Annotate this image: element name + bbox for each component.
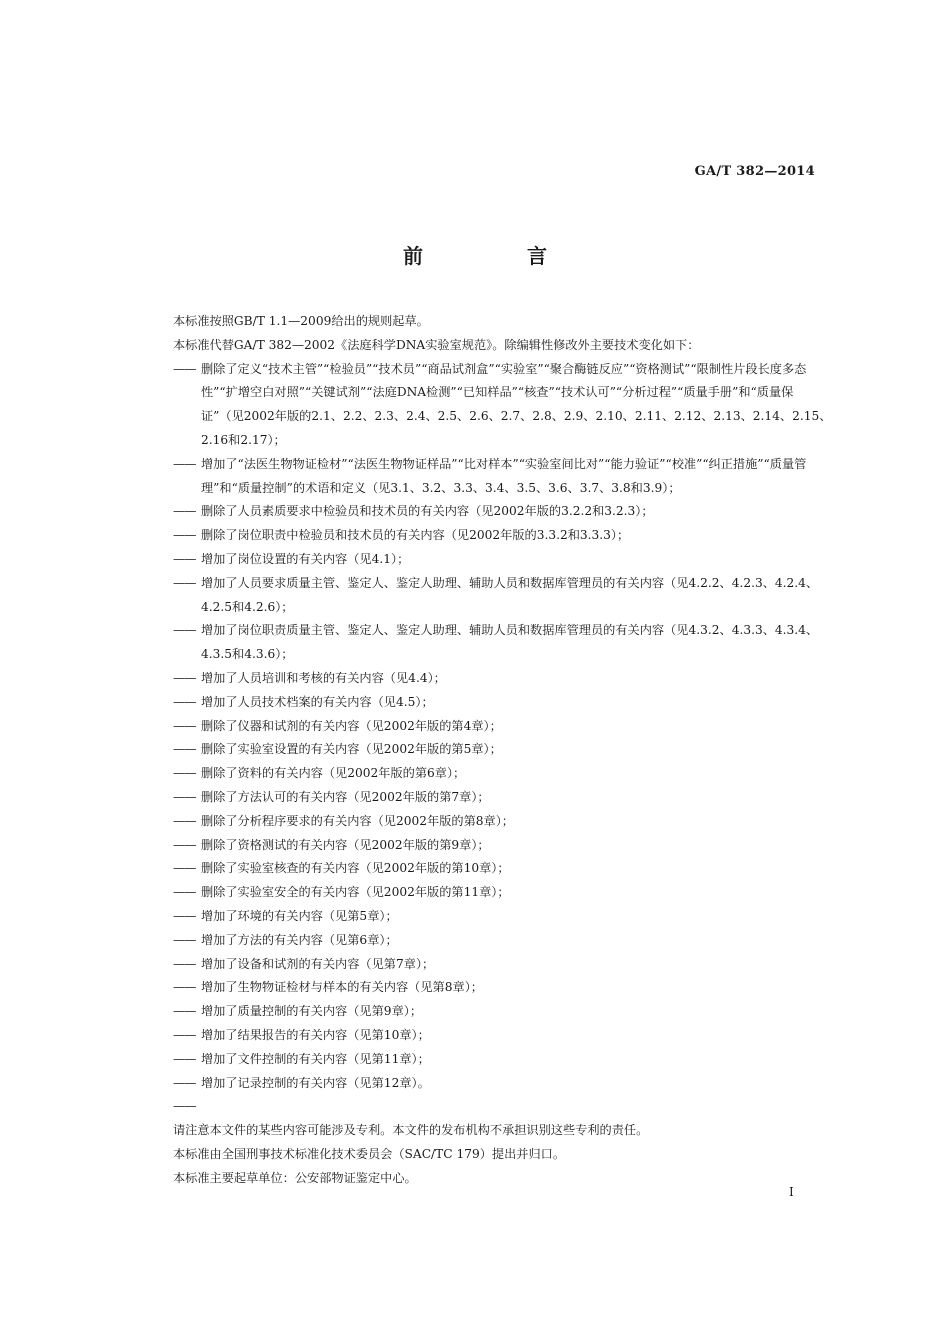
list-item xyxy=(173,691,833,715)
list-item-text: 增加了质量控制的有关内容（见第9章）； xyxy=(201,1004,423,1019)
list-item-text: 增加了人员要求质量主管、鉴定人、鉴定人助理、辅助人员和数据库管理员的有关内容（见4.2.2、4.2.3、4.2.4、4.2.5和4.2.6）； xyxy=(201,575,819,614)
dash-marker: —— xyxy=(173,980,196,995)
dash-marker: —— xyxy=(173,956,196,971)
page-title: 前 言 xyxy=(403,244,589,268)
list-item xyxy=(173,881,833,905)
dash-marker: —— xyxy=(173,1099,196,1114)
proposer-statement: 本标准由全国刑事技术标准化技术委员会（SAC/TC 179）提出并归口。 xyxy=(173,1146,566,1161)
list-item-text: 增加了生物物证检材与样本的有关内容（见第8章）； xyxy=(201,980,483,995)
dash-marker: —— xyxy=(173,766,196,781)
list-item xyxy=(173,929,833,953)
list-item-text: 增加了记录控制的有关内容（见第12章）。 xyxy=(201,1075,430,1090)
dash-marker: —— xyxy=(173,1075,196,1090)
page-number: I xyxy=(789,1185,794,1199)
drafter-statement: 本标准主要起草单位：公安部物证鉴定中心。 xyxy=(173,1170,417,1185)
dash-marker: —— xyxy=(173,623,196,638)
list-item-text: 删除了实验室设置的有关内容（见2002年版的第5章）； xyxy=(201,742,502,757)
list-item xyxy=(173,1072,833,1096)
foreword-body xyxy=(173,310,833,1190)
dash-marker: —— xyxy=(173,813,196,828)
list-item-text: 删除了仪器和试剂的有关内容（见2002年版的第4章）； xyxy=(201,718,502,733)
list-item-text: 增加了设备和试剂的有关内容（见第7章）； xyxy=(201,956,435,971)
list-item xyxy=(173,810,833,834)
list-item-text: 删除了岗位职责中检验员和技术员的有关内容（见2002年版的3.3.2和3.3.3）； xyxy=(201,528,630,543)
list-item xyxy=(173,453,833,501)
list-item xyxy=(173,1048,833,1072)
list-item-text: 删除了方法认可的有关内容（见2002年版的第7章）； xyxy=(201,789,490,804)
dash-marker: —— xyxy=(173,742,196,757)
list-item xyxy=(173,500,833,524)
list-item-text: 删除了实验室安全的有关内容（见2002年版的第11章）； xyxy=(201,885,510,900)
dash-marker: —— xyxy=(173,551,196,566)
list-item-text: 增加了人员技术档案的有关内容（见4.5）； xyxy=(201,694,434,709)
list-item-text: 删除了定义“技术主管”“检验员”“技术员”“商品试剂盒”“实验室”“聚合酶链反应”“资格测试”“限制性片段长度多态性”“扩增空白对照”“关键试剂”“法庭DNA检测”“已知样品”“核查”“技术认可”“分析过程”“质量手册”和“质量保证”（见2002年版的2.1、2.2、2.3、2.4、2.5、2.6、2.7、2.8、2.9、2.10、2.11、2.12、2.13、2.14、2.15、2.16和2.17）； xyxy=(201,361,832,447)
list-item-text: 增加了人员培训和考核的有关内容（见4.4）； xyxy=(201,670,446,685)
list-item xyxy=(173,572,833,620)
list-item-text: 增加了结果报告的有关内容（见第10章）； xyxy=(201,1027,430,1042)
dash-marker: —— xyxy=(173,575,196,590)
list-item-text: 增加了方法的有关内容（见第6章）； xyxy=(201,932,398,947)
list-item xyxy=(173,358,833,453)
patent-notice: 请注意本文件的某些内容可能涉及专利。本文件的发布机构不承担识别这些专利的责任。 xyxy=(173,1123,649,1138)
list-item-text: 增加了环境的有关内容（见第5章）； xyxy=(201,908,398,923)
list-item xyxy=(173,1000,833,1024)
list-item-text: 增加了“法医生物物证检材”“法医生物物证样品”“比对样本”“实验室间比对”“能力验证”“校准”“纠正措施”“质量管理”和“质量控制”的术语和定义（见3.1、3.2、3.3、3.4、3.5、3.6、3.7、3.8和3.9）； xyxy=(201,456,807,495)
dash-marker: —— xyxy=(173,789,196,804)
list-item xyxy=(173,857,833,881)
standard-code: GA/T 382—2014 xyxy=(694,164,815,179)
intro-paragraph-2: 本标准代替GA/T 382—2002《法庭科学DNA实验室规范》。除编辑性修改外主要技术变化如下： xyxy=(173,337,700,352)
list-item xyxy=(173,619,833,667)
dash-marker: —— xyxy=(173,456,196,471)
list-item xyxy=(173,667,833,691)
dash-marker: —— xyxy=(173,1051,196,1066)
list-item xyxy=(173,738,833,762)
dash-marker: —— xyxy=(173,694,196,709)
list-item xyxy=(173,953,833,977)
list-item-text: 删除了分析程序要求的有关内容（见2002年版的第8章）； xyxy=(201,813,514,828)
dash-marker: —— xyxy=(173,670,196,685)
list-item xyxy=(173,905,833,929)
dash-marker: —— xyxy=(173,504,196,519)
list-item xyxy=(173,834,833,858)
dash-marker: —— xyxy=(173,1004,196,1019)
dash-marker: —— xyxy=(173,361,196,376)
list-item xyxy=(173,1095,833,1119)
dash-marker: —— xyxy=(173,861,196,876)
list-item-text: 增加了岗位设置的有关内容（见4.1）； xyxy=(201,551,410,566)
dash-marker: —— xyxy=(173,885,196,900)
list-item-text: 删除了人员素质要求中检验员和技术员的有关内容（见2002年版的3.2.2和3.2.3）； xyxy=(201,504,654,519)
list-item-text: 删除了资料的有关内容（见2002年版的第6章）； xyxy=(201,766,466,781)
dash-marker: —— xyxy=(173,932,196,947)
intro-paragraph-1: 本标准按照GB/T 1.1—2009给出的规则起草。 xyxy=(173,314,429,328)
list-item-text: 增加了岗位职责质量主管、鉴定人、鉴定人助理、辅助人员和数据库管理员的有关内容（见4.3.2、4.3.3、4.3.4、4.3.5和4.3.6）； xyxy=(201,623,819,662)
change-list xyxy=(173,358,833,1120)
list-item xyxy=(173,715,833,739)
list-item xyxy=(173,548,833,572)
dash-marker: —— xyxy=(173,528,196,543)
list-item-text: 删除了资格测试的有关内容（见2002年版的第9章）； xyxy=(201,837,490,852)
list-item xyxy=(173,976,833,1000)
list-item xyxy=(173,524,833,548)
list-item xyxy=(173,1024,833,1048)
dash-marker: —— xyxy=(173,718,196,733)
list-item-text: 删除了实验室核查的有关内容（见2002年版的第10章）； xyxy=(201,861,510,876)
list-item xyxy=(173,786,833,810)
list-item xyxy=(173,762,833,786)
dash-marker: —— xyxy=(173,1027,196,1042)
dash-marker: —— xyxy=(173,837,196,852)
dash-marker: —— xyxy=(173,908,196,923)
list-item-text: 增加了文件控制的有关内容（见第11章）； xyxy=(201,1051,430,1066)
